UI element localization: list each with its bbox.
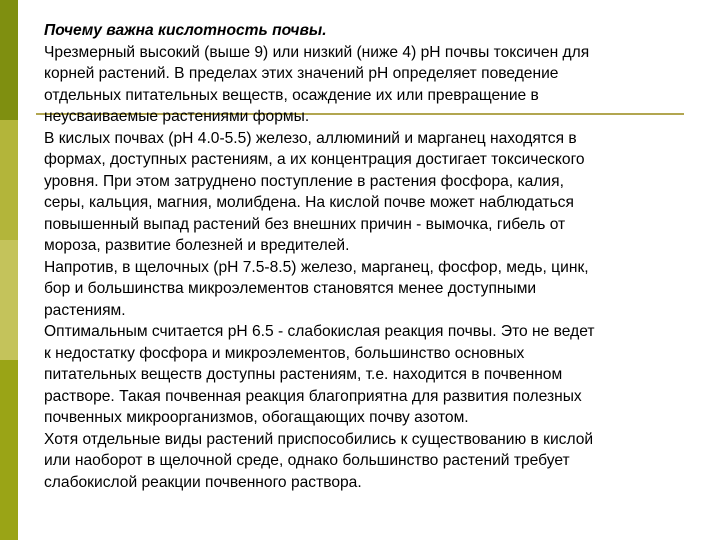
text-line: повышенный выпад растений без внешних причин - вымочка, гибель от <box>44 215 566 233</box>
text-line: бор и большинства микроэлементов становятся менее доступными <box>44 280 537 297</box>
text-line: уровня. При этом затруднено поступление в растения фосфора, калия, <box>44 172 564 190</box>
text-line: Чрезмерный высокий (выше 9) или низкий (ниже 4) рН почвы токсичен для <box>44 43 590 61</box>
text-line: отдельных питательных веществ, осаждение их или превращение в <box>44 86 539 104</box>
text-line: растворе. Такая почвенная реакция благоприятна для развития полезных <box>44 387 582 405</box>
text-line: Оптимальным считается рН 6.5 - слабокислая реакция почвы. Это не ведет <box>44 323 595 340</box>
sidebar-stripe-3 <box>0 240 18 360</box>
text-line: слабокислой реакции почвенного раствора. <box>44 473 362 491</box>
text-line: к недостатку фосфора и микроэлементов, большинство основных <box>44 344 525 362</box>
text-line: почвенных микроорганизмов, обогащающих почву азотом. <box>44 409 469 426</box>
sidebar-stripe-2 <box>0 120 18 240</box>
text-line: питательных веществ доступны растениям, т.е. находится в почвенном <box>44 366 563 383</box>
text-line: Хотя отдельные виды растений приспособились к существованию в кислой <box>44 430 594 448</box>
text-line: неусваиваемые растениями формы. <box>44 108 310 125</box>
text-line: корней растений. В пределах этих значений рН определяет поведение <box>44 65 559 82</box>
slide-body <box>44 20 694 493</box>
sidebar-stripe-1 <box>0 0 18 120</box>
text-line: растениям. <box>44 301 126 319</box>
text-line: формах, доступных растениям, а их концентрация достигает токсического <box>44 151 585 168</box>
text-line: В кислых почвах (рН 4.0-5.5) железо, аллюминий и марганец находятся в <box>44 129 577 147</box>
slide-title: Почему важна кислотность почвы. <box>44 22 327 39</box>
text-line: Напротив, в щелочных (рН 7.5-8.5) железо, марганец, фосфор, медь, цинк, <box>44 258 589 276</box>
text-line: мороза, развитие болезней и вредителей. <box>44 237 350 254</box>
sidebar-stripe-4 <box>0 360 18 540</box>
text-line: или наоборот в щелочной среде, однако большинство растений требует <box>44 452 570 469</box>
text-line: серы, кальция, магния, молибдена. На кислой почве может наблюдаться <box>44 194 574 211</box>
